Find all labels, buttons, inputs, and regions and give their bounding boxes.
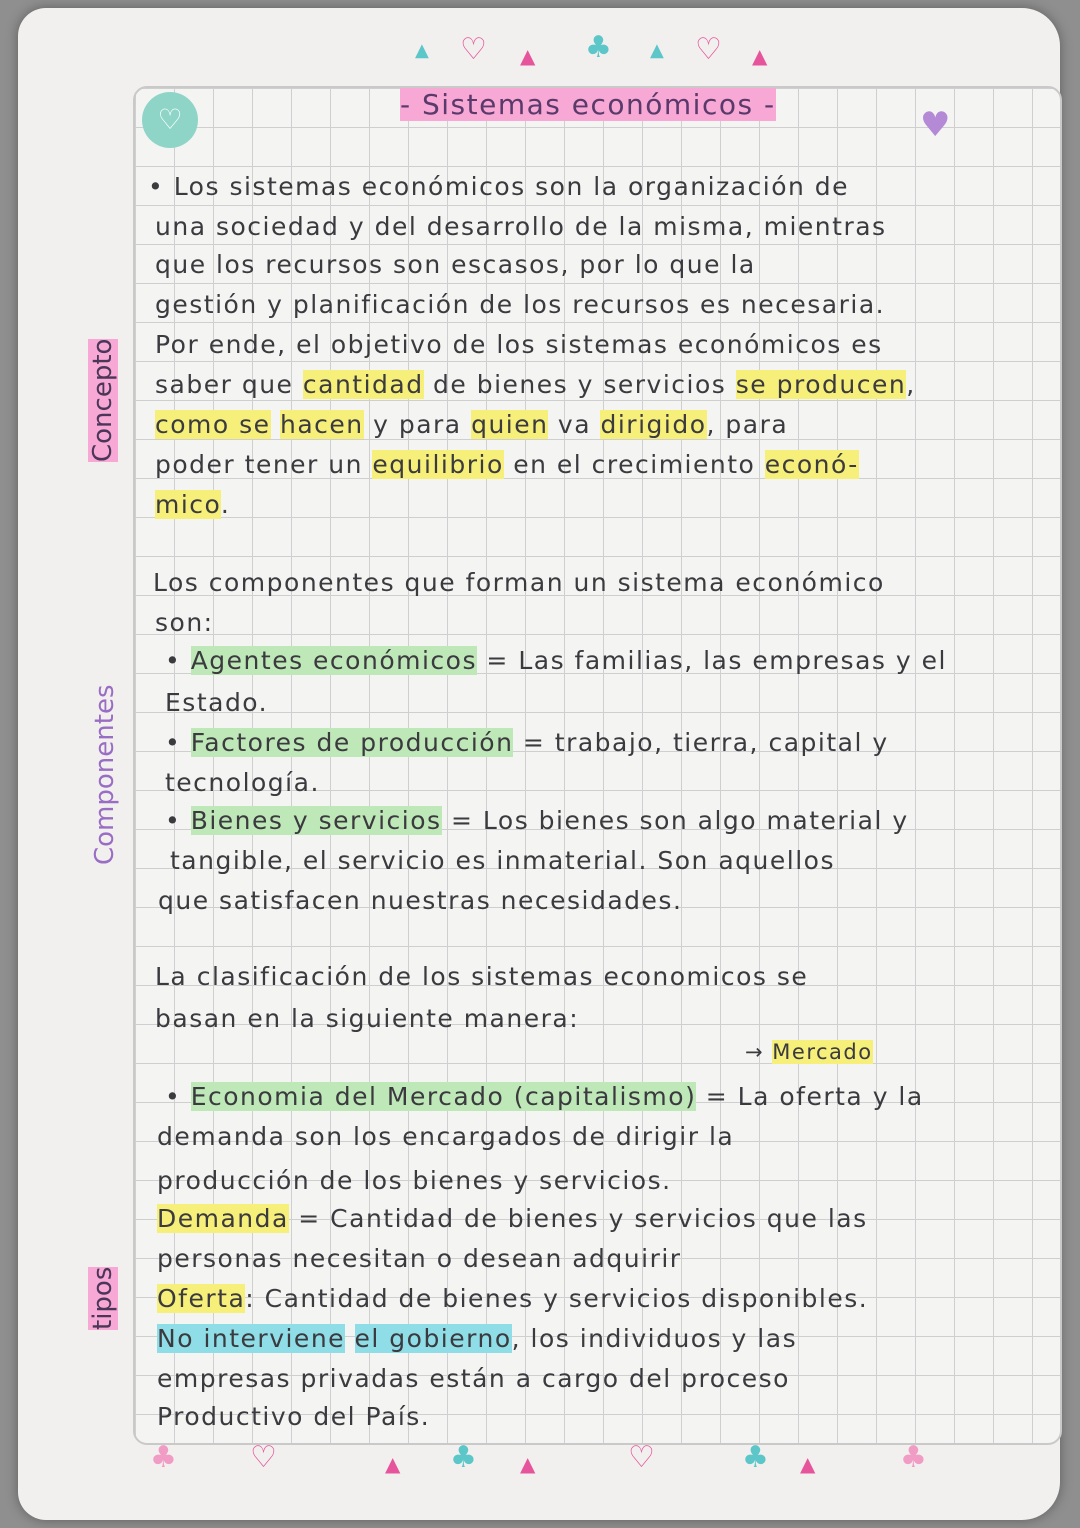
side-label-components: Componentes bbox=[90, 684, 120, 865]
text-line bbox=[165, 646, 947, 675]
text-line bbox=[148, 172, 849, 201]
text-segment: La clasificación de los sistemas economicos se bbox=[155, 962, 809, 991]
highlighted-text: No interviene bbox=[157, 1324, 346, 1353]
highlighted-text: como se bbox=[155, 410, 271, 439]
text-line bbox=[155, 490, 230, 519]
triangle-icon: ▲ bbox=[385, 1452, 401, 1476]
text-segment: • bbox=[165, 806, 191, 835]
text-segment: , para bbox=[706, 410, 789, 439]
text-segment: . bbox=[220, 490, 231, 519]
text-line bbox=[165, 728, 889, 757]
text-segment: tecnología. bbox=[165, 768, 320, 797]
text-segment: • bbox=[165, 1082, 191, 1111]
text-segment: , bbox=[906, 370, 916, 399]
text-segment: demanda son los encargados de dirigir la bbox=[157, 1122, 735, 1151]
text-segment: gestión y planificación de los recursos es necesaria. bbox=[155, 290, 886, 319]
triangle-icon: ▲ bbox=[650, 40, 664, 61]
text-segment: en el crecimiento bbox=[503, 450, 765, 479]
highlighted-text: el gobierno bbox=[354, 1324, 512, 1353]
cactus-icon: ♣ bbox=[900, 1440, 927, 1475]
text-segment: Productivo del País. bbox=[157, 1402, 431, 1431]
highlighted-text: dirigido bbox=[600, 410, 707, 439]
text-line bbox=[165, 806, 909, 835]
text-segment: • bbox=[165, 728, 191, 757]
text-line bbox=[153, 568, 885, 597]
text-line bbox=[157, 1122, 734, 1151]
triangle-icon: ▲ bbox=[752, 44, 768, 68]
heart-icon: ♡ bbox=[250, 1440, 277, 1475]
text-segment: personas necesitan o desean adquirir bbox=[157, 1244, 682, 1273]
text-segment: • Los sistemas económicos son la organización de bbox=[148, 172, 850, 201]
text-segment: empresas privadas están a cargo del proceso bbox=[157, 1364, 790, 1393]
text-segment: son: bbox=[155, 608, 214, 637]
highlighted-text: quien bbox=[471, 410, 549, 439]
highlighted-text: Demanda bbox=[157, 1204, 289, 1233]
text-line bbox=[155, 1004, 579, 1033]
highlighted-text: Oferta bbox=[157, 1284, 246, 1313]
text-line bbox=[157, 1284, 868, 1313]
text-line bbox=[155, 250, 756, 279]
text-segment: tangible, el servicio es inmaterial. Son aquellos bbox=[170, 846, 835, 875]
text-line bbox=[155, 450, 859, 479]
cactus-icon: ♣ bbox=[150, 1440, 177, 1475]
highlighted-text: hacen bbox=[280, 410, 364, 439]
text-segment: Estado. bbox=[165, 688, 269, 717]
text-line bbox=[165, 768, 320, 797]
heart-icon: ♡ bbox=[460, 32, 487, 67]
text-segment bbox=[271, 410, 280, 439]
text-line bbox=[745, 1040, 873, 1064]
text-line bbox=[155, 290, 885, 319]
side-label-concept: Concepto bbox=[88, 338, 118, 462]
highlighted-text: Mercado bbox=[772, 1040, 873, 1064]
highlighted-text: econó- bbox=[764, 450, 859, 479]
page-title bbox=[400, 88, 776, 121]
text-line bbox=[155, 962, 808, 991]
text-segment: , los individuos y las bbox=[511, 1324, 798, 1353]
text-line bbox=[155, 410, 788, 439]
heart-filled-icon: ♥ bbox=[920, 105, 951, 145]
highlighted-text: mico bbox=[155, 490, 221, 519]
text-segment: una sociedad y del desarrollo de la misma, mientras bbox=[155, 212, 887, 241]
highlighted-text: Agentes económicos bbox=[190, 646, 477, 675]
text-segment: = Cantidad de bienes y servicios que las bbox=[288, 1204, 868, 1233]
cactus-icon: ♣ bbox=[742, 1440, 769, 1475]
triangle-icon: ▲ bbox=[800, 1452, 816, 1476]
heart-badge-icon: ♡ bbox=[142, 92, 198, 148]
heart-icon: ♡ bbox=[695, 32, 722, 67]
highlighted-text: Economia del Mercado (capitalismo) bbox=[190, 1082, 697, 1111]
text-segment: = Los bienes son algo material y bbox=[441, 806, 909, 835]
cactus-icon: ♣ bbox=[450, 1440, 477, 1475]
text-segment: y para bbox=[363, 410, 472, 439]
cactus-icon: ♣ bbox=[585, 30, 612, 65]
text-line bbox=[157, 1244, 682, 1273]
text-line bbox=[170, 846, 835, 875]
text-line bbox=[157, 1364, 790, 1393]
triangle-icon: ▲ bbox=[520, 1452, 536, 1476]
text-segment: : Cantidad de bienes y servicios disponibles. bbox=[245, 1284, 869, 1313]
text-line bbox=[155, 608, 214, 637]
text-segment: producción de los bienes y servicios. bbox=[157, 1166, 672, 1195]
text-line bbox=[157, 1402, 430, 1431]
text-segment: Los componentes que forman un sistema económico bbox=[153, 568, 885, 597]
text-line bbox=[165, 1082, 924, 1111]
text-line bbox=[157, 1204, 868, 1233]
highlighted-text: Factores de producción bbox=[190, 728, 514, 757]
title-text: - Sistemas económicos - bbox=[400, 88, 776, 121]
text-segment bbox=[345, 1324, 354, 1353]
text-segment: poder tener un bbox=[155, 450, 373, 479]
text-segment: • bbox=[165, 646, 191, 675]
text-segment: Por ende, el objetivo de los sistemas económicos es bbox=[155, 330, 883, 359]
text-line bbox=[155, 370, 916, 399]
text-line bbox=[157, 1324, 797, 1353]
triangle-icon: ▲ bbox=[520, 44, 536, 68]
text-segment: = trabajo, tierra, capital y bbox=[513, 728, 889, 757]
highlighted-text: cantidad bbox=[302, 370, 424, 399]
text-line bbox=[158, 886, 682, 915]
text-line bbox=[155, 330, 883, 359]
text-line bbox=[165, 688, 268, 717]
heart-icon: ♡ bbox=[628, 1440, 655, 1475]
text-segment: que satisfacen nuestras necesidades. bbox=[158, 886, 683, 915]
text-segment: = La oferta y la bbox=[696, 1082, 924, 1111]
highlighted-text: Bienes y servicios bbox=[190, 806, 442, 835]
text-segment: = Las familias, las empresas y el bbox=[476, 646, 947, 675]
text-segment: que los recursos son escasos, por lo que la bbox=[155, 250, 756, 279]
text-line bbox=[157, 1166, 672, 1195]
text-segment: de bienes y servicios bbox=[423, 370, 736, 399]
text-segment: saber que bbox=[155, 370, 303, 399]
triangle-icon: ▲ bbox=[415, 40, 429, 61]
text-segment: basan en la siguiente manera: bbox=[155, 1004, 580, 1033]
text-segment: va bbox=[548, 410, 601, 439]
highlighted-text: equilibrio bbox=[372, 450, 504, 479]
text-segment: → bbox=[745, 1040, 773, 1064]
text-line bbox=[155, 212, 887, 241]
side-label-types: tipos bbox=[88, 1266, 118, 1330]
highlighted-text: se producen bbox=[735, 370, 907, 399]
